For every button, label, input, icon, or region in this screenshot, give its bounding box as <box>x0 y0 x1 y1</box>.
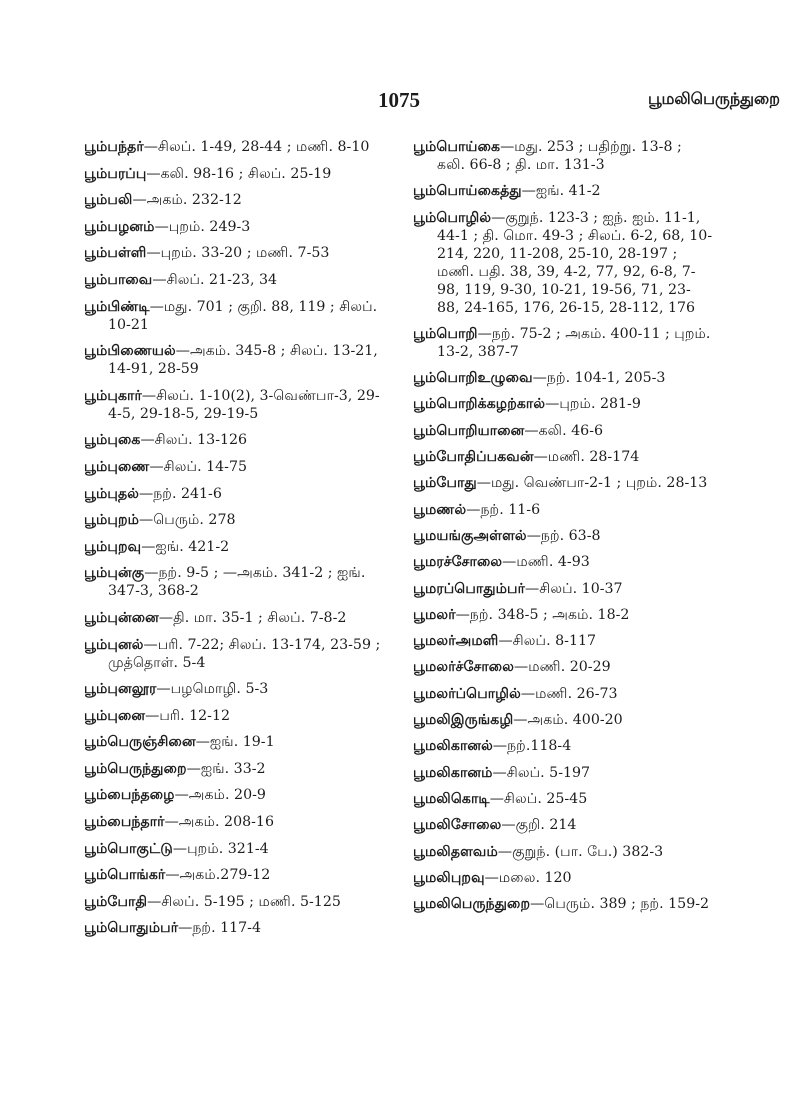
index-entry <box>413 843 713 861</box>
entry-references: —சிலப். 1-10(2), 3-வெண்பா-3, 29-4-5, 29-18-5, 29-19-5 <box>108 387 380 422</box>
entry-references: —கலி. 46-6 <box>524 422 604 439</box>
entry-references: —பெரும். 278 <box>139 512 236 529</box>
entry-headword: பூமயங்குஅள்ளல் <box>413 527 527 544</box>
entry-references: —பரி. 12-12 <box>145 707 231 724</box>
entry-headword: பூமரப்பொதும்பர் <box>413 580 526 597</box>
entry-references: —மணி. 28-174 <box>533 449 640 466</box>
index-entry <box>413 501 713 519</box>
entry-headword: பூம்பழனம் <box>84 218 155 235</box>
entry-references: —சிலப். 14-75 <box>149 458 248 475</box>
entry-headword: பூமலிபுறவு <box>413 869 485 886</box>
entry-references: —பரி. 7-22; சிலப். 13-174, 23-59 ; முத்தொள். 5-4 <box>108 636 381 671</box>
index-entry <box>84 680 388 698</box>
index-entry <box>413 685 713 703</box>
index-entry <box>413 369 713 387</box>
entry-references: —மது. 701 ; குறி. 88, 119 ; சிலப். 10-21 <box>108 298 378 333</box>
index-entry <box>84 138 388 156</box>
entry-references: —நற். 11-6 <box>466 501 541 518</box>
entry-references: —குறுந். 123-3 ; ஐந். ஐம். 11-1, 44-1 ; தி. மொ. 49-3 ; சிலப். 6-2, 68, 10-214, 220, 11-208, 25-10, 28-197 ; மணி. பதி. 38, 39, 4-2, 77, 92, 6-8, 7-98, 119, 9-30, 10-21, 19-56, 71, 23-88, 24-165, 176, 26-15, 28-112, 176 <box>437 209 713 316</box>
entry-references: —நற். 75-2 ; அகம். 400-11 ; புறம். 13-2, 387-7 <box>437 325 711 360</box>
index-entry <box>84 431 388 449</box>
entry-headword: பூம்பலி <box>84 192 133 209</box>
index-entry <box>413 553 713 571</box>
index-entry <box>84 636 388 672</box>
page-number: 1075 <box>378 88 420 112</box>
entry-headword: பூம்பொய்கைத்து <box>413 183 522 200</box>
index-entry <box>84 786 388 804</box>
entry-references: —மணி. 4-93 <box>502 554 590 571</box>
entry-references: —சிலப். 5-197 <box>492 764 591 781</box>
entry-headword: பூம்பொழில் <box>413 209 492 226</box>
index-entry <box>413 325 713 361</box>
entry-headword: பூம்புனலூர <box>84 681 157 698</box>
entry-references: —மணி. 26-73 <box>520 685 618 702</box>
entry-headword: பூம்பைந்தார் <box>84 814 165 831</box>
index-entry <box>84 707 388 725</box>
entry-headword: பூம்பொதும்பர் <box>84 920 179 937</box>
entry-headword: பூம்புன்கு <box>84 565 145 582</box>
entry-references: —மலை. 120 <box>484 869 572 886</box>
entry-headword: பூமலர்ச்சோலை <box>413 659 515 676</box>
index-entry <box>413 737 713 755</box>
entry-headword: பூமலிசோலை <box>413 817 502 834</box>
index-entry <box>413 527 713 545</box>
index-entry <box>413 711 713 729</box>
page-header <box>0 88 800 118</box>
index-entry <box>84 271 388 289</box>
index-entry <box>413 474 713 492</box>
entry-headword: பூம்போதி <box>84 893 148 910</box>
index-entry <box>84 218 388 236</box>
index-entry <box>84 813 388 831</box>
entry-headword: பூம்புணை <box>84 458 150 475</box>
entry-headword: பூமலர் <box>413 606 456 623</box>
running-head: பூமலிபெருந்துறை <box>647 89 780 108</box>
index-entry <box>413 816 713 834</box>
entry-headword: பூம்பொறி <box>413 325 478 342</box>
entry-headword: பூம்புறம் <box>84 512 140 529</box>
index-entry <box>413 182 713 200</box>
entry-headword: பூமலர்அமளி <box>413 633 499 650</box>
entry-headword: பூம்பரப்பு <box>84 165 147 182</box>
index-entry <box>84 733 388 751</box>
entry-headword: பூம்பெருந்துறை <box>84 760 187 777</box>
entry-references: —நற். 241-6 <box>139 485 222 502</box>
index-entry <box>84 919 388 937</box>
entry-headword: பூம்பொங்கர் <box>84 867 166 884</box>
index-entry <box>413 448 713 466</box>
entry-references: —அகம்.279-12 <box>165 867 271 884</box>
index-entry <box>84 485 388 503</box>
entry-references: —சிலப். 25-45 <box>489 790 588 807</box>
entry-headword: பூம்பொறியானை <box>413 422 525 439</box>
entry-headword: பூமலிகானம் <box>413 764 493 781</box>
entry-references: —புறம். 249-3 <box>154 218 251 235</box>
index-entry <box>413 632 713 650</box>
entry-headword: பூமலிபெருந்துறை <box>413 896 531 913</box>
entry-references: —நற். 63-8 <box>526 527 601 544</box>
index-entry <box>84 244 388 262</box>
entry-headword: பூம்பொறிக்கழற்கால் <box>413 396 546 413</box>
entry-headword: பூம்புறவு <box>84 538 142 555</box>
index-entry <box>84 191 388 209</box>
entry-references: —நற். 348-5 ; அகம். 18-2 <box>455 606 630 623</box>
entry-references: —சிலப். 13-126 <box>140 432 248 449</box>
entry-references: —ஐங். 19-1 <box>195 734 275 751</box>
entry-references: —சிலப். 21-23, 34 <box>152 271 278 288</box>
index-entry <box>413 790 713 808</box>
entry-references: —அகம். 208-16 <box>164 814 274 831</box>
entry-references: —சிலப். 1-49, 28-44 ; மணி. 8-10 <box>143 139 370 155</box>
index-entry <box>413 606 713 624</box>
entry-references: —அகம். 20-9 <box>174 787 266 804</box>
entry-references: —தி. மா. 35-1 ; சிலப். 7-8-2 <box>158 609 347 626</box>
entry-headword: பூம்பிண்டி <box>84 298 150 315</box>
entry-references: —ஐங். 41-2 <box>521 183 601 200</box>
entry-references: —நற்.118-4 <box>492 738 572 755</box>
entry-references: —மணி. 20-29 <box>514 659 611 676</box>
entry-references: —பழமொழி. 5-3 <box>156 681 269 698</box>
entry-headword: பூம்புனை <box>84 707 146 724</box>
index-entry <box>84 538 388 556</box>
entry-references: —சிலப். 5-195 ; மணி. 5-125 <box>147 893 341 910</box>
entry-headword: பூம்போதிப்பகவன் <box>413 449 534 466</box>
index-entry <box>84 511 388 529</box>
index-entry <box>84 564 388 600</box>
index-entry <box>413 209 713 317</box>
entry-references: —புறம். 281-9 <box>545 396 641 413</box>
entry-headword: பூம்பொய்கை <box>413 139 501 155</box>
index-entry <box>413 138 713 174</box>
entry-headword: பூம்பைந்தழை <box>84 787 175 804</box>
entry-headword: பூம்பந்தர் <box>84 139 144 155</box>
entry-references: —குறி. 214 <box>501 817 577 834</box>
index-entry <box>413 869 713 887</box>
entry-references: —சிலப். 8-117 <box>498 633 597 650</box>
entry-references: —அகம். 400-20 <box>513 712 623 729</box>
entry-headword: பூமரச்சோலை <box>413 554 503 571</box>
entry-references: —பெரும். 389 ; நற். 159-2 <box>530 896 710 913</box>
index-entry <box>84 298 388 334</box>
entry-references: —அகம். 232-12 <box>132 192 242 209</box>
entry-references: —குறுந். (பா. பே.) 382-3 <box>497 843 664 860</box>
entry-references: —நற். 9-5 ; —அகம். 341-2 ; ஐங். 347-3, 368-2 <box>108 565 366 600</box>
index-entry <box>413 895 713 913</box>
index-entry <box>84 866 388 884</box>
index-entry <box>84 893 388 911</box>
entry-headword: பூம்புதல் <box>84 485 139 502</box>
entry-references: —புறம். 321-4 <box>172 840 269 857</box>
entry-headword: பூம்பிணையல் <box>84 343 176 360</box>
entry-references: —ஐங். 421-2 <box>141 538 230 555</box>
index-entry <box>84 458 388 476</box>
entry-headword: பூமலிகொடி <box>413 790 490 807</box>
entry-references: —அகம். 345-8 ; சிலப். 13-21, 14-91, 28-59 <box>108 343 378 378</box>
index-entry <box>413 764 713 782</box>
entry-headword: பூம்பள்ளி <box>84 245 147 262</box>
entry-references: —நற். 117-4 <box>178 920 261 937</box>
entry-headword: பூம்பொகுட்டு <box>84 840 173 857</box>
entry-headword: பூம்புன்னை <box>84 609 159 626</box>
entry-headword: பூம்போது <box>413 475 477 492</box>
index-column-right <box>413 138 713 921</box>
index-entry <box>413 395 713 413</box>
entry-headword: பூமலிகானல் <box>413 738 493 755</box>
entry-headword: பூமலிஇருங்கழி <box>413 712 514 729</box>
entry-headword: பூம்பாவை <box>84 271 153 288</box>
index-entry <box>84 342 388 378</box>
entry-references: —கலி. 98-16 ; சிலப். 25-19 <box>146 165 332 182</box>
entry-headword: பூம்புகார் <box>84 387 142 404</box>
entry-references: —மது. வெண்பா-2-1 ; புறம். 28-13 <box>476 475 708 492</box>
entry-headword: பூம்பெருஞ்சினை <box>84 734 196 751</box>
entry-references: —புறம். 33-20 ; மணி. 7-53 <box>146 245 330 262</box>
index-entry <box>84 165 388 183</box>
entry-headword: பூம்புகை <box>84 432 141 449</box>
entry-headword: பூமலிதளவம் <box>413 843 498 860</box>
entry-references: —மது. 253 ; பதிற்று. 13-8 ; கலி. 66-8 ; தி. மா. 131-3 <box>437 139 682 173</box>
entry-headword: பூமணல் <box>413 501 467 518</box>
entry-references: —நற். 104-1, 205-3 <box>532 370 666 387</box>
entry-headword: பூம்புனல் <box>84 636 144 653</box>
entry-references: —சிலப். 10-37 <box>525 580 623 597</box>
entry-headword: பூமலர்ப்பொழில் <box>413 685 521 702</box>
index-entry <box>84 760 388 778</box>
index-entry <box>413 658 713 676</box>
index-entry <box>84 840 388 858</box>
index-column-left <box>84 138 388 946</box>
index-entry <box>413 580 713 598</box>
entry-headword: பூம்பொறிஉழுவை <box>413 370 533 387</box>
entry-references: —ஐங். 33-2 <box>186 760 266 777</box>
index-entry <box>84 387 388 423</box>
index-entry <box>413 422 713 440</box>
index-entry <box>84 609 388 627</box>
